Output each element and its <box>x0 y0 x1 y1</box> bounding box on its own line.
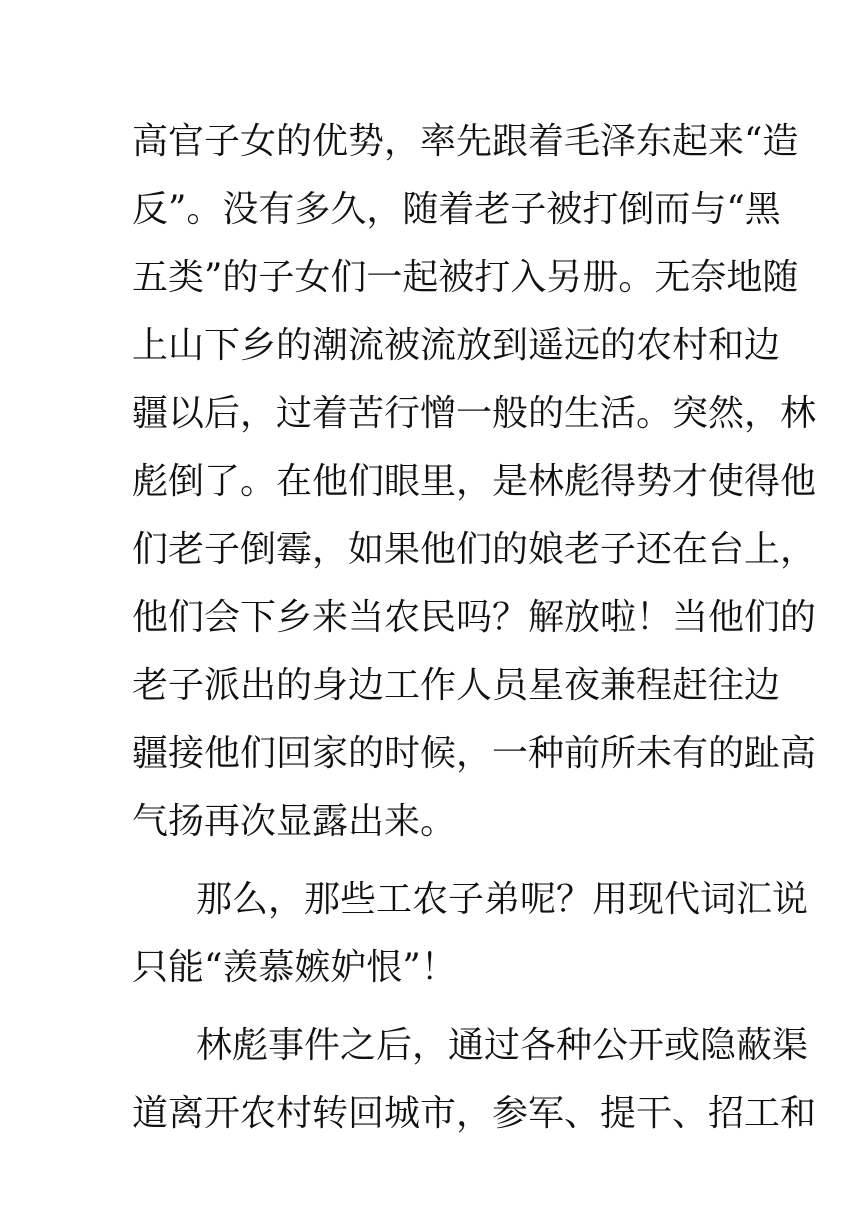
paragraph-3 <box>132 1012 817 1148</box>
text-line: 五类”的子女们一起被打入另册。无奈地随 <box>132 257 799 298</box>
text-line: 气扬再次显露出来。 <box>132 801 457 842</box>
text-line: 疆接他们回家的时候，一种前所未有的趾高 <box>132 733 817 774</box>
paragraph-gap <box>132 856 732 866</box>
text-line: 只能“羡慕嫉妒恨”！ <box>132 947 457 988</box>
text-line: 高官子女的优势，率先跟着毛泽东起来“造 <box>132 121 799 162</box>
text-line: 上山下乡的潮流被流放到遥远的农村和边 <box>132 325 781 366</box>
paragraph-gap <box>132 1002 732 1012</box>
paragraph-1 <box>132 108 817 856</box>
text-line: 们老子倒霉，如果他们的娘老子还在台上， <box>132 529 817 570</box>
text-line: 那么，那些工农子弟呢？用现代词汇说 <box>196 879 809 920</box>
text-line: 疆以后，过着苦行憎一般的生活。突然，林 <box>132 393 817 434</box>
text-line: 道离开农村转回城市，参军、提干、招工和 <box>132 1093 817 1134</box>
text-line: 老子派出的身边工作人员星夜兼程赶往边 <box>132 665 781 706</box>
paragraph-2 <box>132 866 809 1002</box>
text-line: 他们会下乡来当农民吗？解放啦！当他们的 <box>132 597 817 638</box>
text-line: 反”。没有多久，随着老子被打倒而与“黑 <box>132 189 781 230</box>
text-line: 林彪事件之后，通过各种公开或隐蔽渠 <box>196 1025 809 1066</box>
document-page <box>132 108 817 1148</box>
text-line: 彪倒了。在他们眼里，是林彪得势才使得他 <box>132 461 817 502</box>
